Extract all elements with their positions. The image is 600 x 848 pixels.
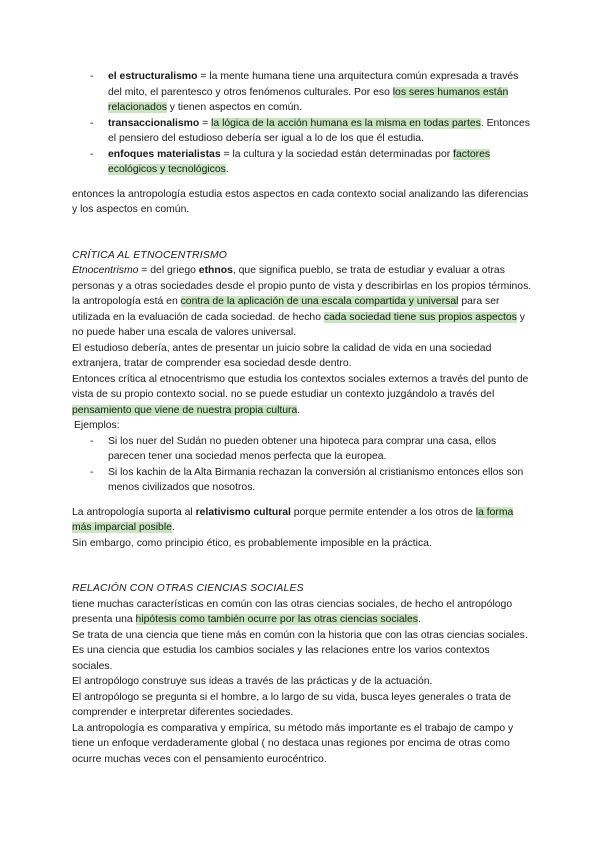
paragraph: Se trata de una ciencia que tiene más en común con la historia que con las otras ciencias sociales. Es una ciencia que estudia los cambios sociales y las relaciones entre los varios contextos sociales. xyxy=(72,629,528,672)
highlight: factores ecológicos y tecnológicos xyxy=(108,148,491,175)
paragraph: tiene muchas características en común con las otras ciencias sociales, de hecho el antropólogo presenta una hipótesis como también ocurre por las otras ciencias sociales. xyxy=(72,598,513,625)
intro-paragraph: entonces la antropología estudia estos aspectos en cada contexto social analizando las diferencias y los aspectos en común. xyxy=(72,188,529,215)
definition-paragraph: Etnocentrismo = del griego ethnos, que significa pueblo, se trata de estudiar y evaluar a otras personas y a otras sociedades desde el propio punto de vista y describirlas en los propios términos. xyxy=(72,265,532,292)
examples-list xyxy=(72,434,532,496)
paragraph: Entonces crítica al etnocentrismo que estudia los contextos sociales externos a través del punto de vista de su propio contexto social. no se puede estudiar un contexto juzgándolo a través del pensamiento que viene de nuestra propia cultura. xyxy=(72,373,529,416)
relativism-paragraph: La antropología suporta al relativismo cultural porque permite entender a los otros de la forma más imparcial posible. xyxy=(72,506,514,533)
paragraph: El antropólogo construye sus ideas a través de las prácticas y de la actuación. xyxy=(72,676,433,687)
list-item: - Si los kachin de la Alta Birmania rechazan la conversión al cristianismo entonces ellos son menos civilizados que nosotros. xyxy=(72,465,532,496)
examples-label: Ejemplos: xyxy=(74,420,120,431)
paragraph: La antropología es comparativa y empírica, su método más importante es el trabajo de campo y tiene un enfoque verdaderamente global ( no destaca unas regiones por encima de otras como ocurre muchas veces con el pensamiento eurocéntrico. xyxy=(72,722,514,765)
list-item: - enfoques materialistas = la cultura y la sociedad están determinadas por factores ecológicos y tecnológicos. xyxy=(72,147,532,178)
term-bold: enfoques materialistas xyxy=(108,148,221,160)
highlight: pensamiento que viene de nuestra propia cultura xyxy=(72,404,298,416)
highlight: hipótesis como también ocurre por las otras ciencias sociales xyxy=(135,614,418,625)
term-bold: el estructuralismo xyxy=(108,71,198,82)
paragraph: El estudioso debería, antes de presentar un juicio sobre la calidad de vida en una sociedad extranjera, tratar de comprender esa sociedad desde dentro. xyxy=(72,342,492,369)
term-bold: transaccionalismo xyxy=(108,117,200,129)
section-heading-ciencias-sociales: RELACIÓN CON OTRAS CIENCIAS SOCIALES xyxy=(72,583,304,594)
paragraph: Sin embargo, como principio ético, es probablemente imposible en la práctica. xyxy=(72,537,432,549)
paragraph: El antropólogo se pregunta si el hombre, a lo largo de su vida, busca leyes generales o trata de comprender e interpretar diferentes sociedades. xyxy=(72,691,511,718)
highlight: contra de la aplicación de una escala compartida y universal xyxy=(180,296,459,307)
highlight: los seres humanos están relacionados xyxy=(108,86,509,113)
list-item: - transaccionalismo = la lógica de la acción humana es la misma en todas partes. Entonces el pensiero del estudioso debería ser igual a lo de los que él estudia. xyxy=(72,116,532,147)
highlight: la forma más imparcial posible xyxy=(72,506,514,533)
highlight: cada sociedad tiene sus propios aspectos xyxy=(323,311,517,323)
section-heading-etnocentrismo: CRÍTICA AL ETNOCENTRISMO xyxy=(72,249,228,261)
document-page xyxy=(72,69,532,767)
highlight: la lógica de la acción humana es la misma en todas partes xyxy=(211,117,481,129)
list-item: - el estructuralismo = la mente humana tiene una arquitectura común expresada a través del mito, el parentesco y otros fenómenos culturales. Por eso los seres humanos están relacionados y tienen aspectos en común. xyxy=(72,69,532,116)
paragraph: la antropología está en contra de la aplicación de una escala compartida y universal para ser utilizada en la evaluación de cada sociedad. de hecho cada sociedad tiene sus propios aspectos y no puede haber una escala de valores universal. xyxy=(72,296,525,338)
theories-list xyxy=(72,69,532,178)
list-item: - Si los nuer del Sudán no pueden obtener una hipoteca para comprar una casa, ellos parecen tener una sociedad menos perfecta que la europea. xyxy=(72,434,532,465)
